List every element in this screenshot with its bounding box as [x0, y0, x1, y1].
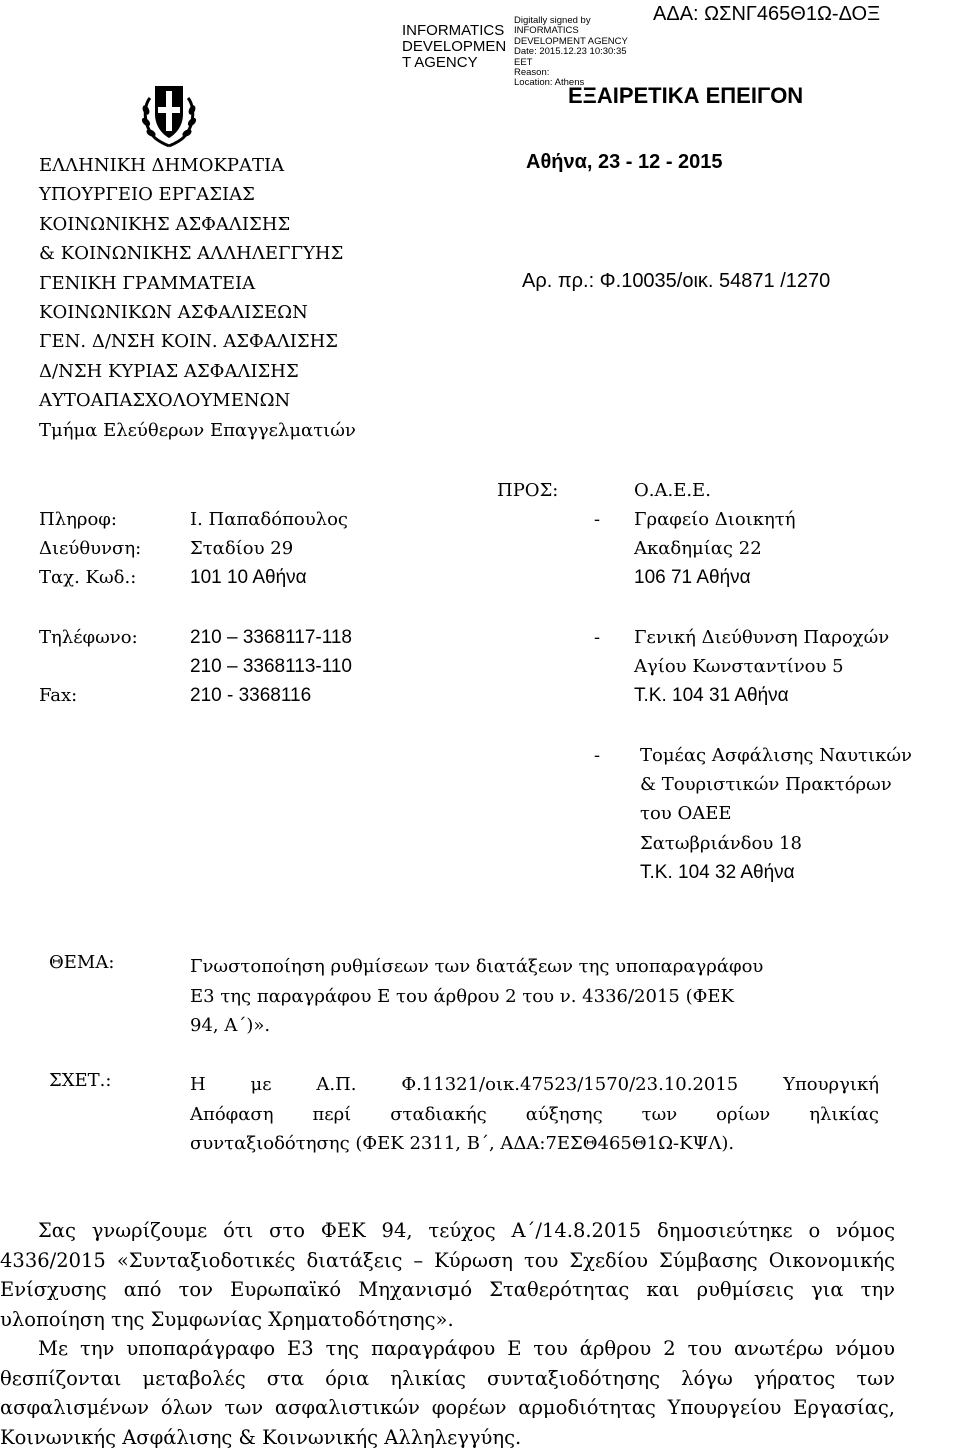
recipient-dash: - — [594, 627, 600, 648]
signer-line: INFORMATICS — [402, 23, 506, 39]
recipient-3-line: του ΟΑΕΕ — [640, 803, 732, 824]
phone-label: Τηλέφωνο: — [39, 627, 138, 648]
info-label: Πληροφ: — [39, 509, 117, 530]
recipient-1-line: 106 71 Αθήνα — [634, 567, 751, 589]
sender-line: ΚΟΙΝΩΝΙΚΗΣ ΑΣΦΑΛΙΣΗΣ — [39, 210, 356, 239]
recipient-1-line: Γραφείο Διοικητή — [634, 509, 796, 530]
signature-detail-line: Reason: — [514, 68, 628, 78]
signature-details — [514, 16, 628, 89]
fax-label: Fax: — [39, 685, 77, 706]
signature-detail-line: INFORMATICS — [514, 26, 628, 36]
recipient-2-line: Τ.Κ. 104 31 Αθήνα — [634, 685, 789, 707]
recipient-1-line: Ο.Α.Ε.Ε. — [634, 480, 711, 501]
subject-line: 94, Α΄)». — [190, 1011, 763, 1041]
reference-line: Απόφαση περί σταδιακής αύξησης των ορίων ηλικίας — [190, 1100, 879, 1130]
document-date: Αθήνα, 23 - 12 - 2015 — [526, 151, 723, 174]
body-line: ασφαλισμένων όλων των ασφαλιστικών φορέων αρμοδιότητας Υπουργείου Εργασίας, — [0, 1393, 895, 1423]
sender-line: ΥΠΟΥΡΓΕΙΟ ΕΡΓΑΣΙΑΣ — [39, 180, 356, 209]
body-paragraph-2 — [0, 1334, 895, 1452]
sender-line: ΚΟΙΝΩΝΙΚΩΝ ΑΣΦΑΛΙΣΕΩΝ — [39, 298, 356, 327]
signature-detail-line: Location: Athens — [514, 78, 628, 88]
body-line: Σας γνωρίζουμε ότι στο ΦΕΚ 94, τεύχος Α΄/14.8.2015 δημοσιεύτηκε ο νόμος — [0, 1216, 895, 1246]
info-value: Ι. Παπαδόπουλος — [190, 509, 348, 530]
recipient-2-line: Αγίου Κωνσταντίνου 5 — [634, 656, 844, 677]
sender-block — [39, 151, 356, 445]
address-value: Σταδίου 29 — [190, 538, 293, 559]
body-line: υλοποίηση της Συμφωνίας Χρηματοδότησης». — [0, 1305, 895, 1335]
body-paragraph-1 — [0, 1216, 895, 1334]
subject-line: Γνωστοποίηση ρυθμίσεων των διατάξεων της υποπαραγράφου — [190, 952, 763, 982]
signer-line: DEVELOPMEN — [402, 39, 506, 55]
recipient-dash: - — [594, 509, 600, 530]
address-label: Διεύθυνση: — [39, 538, 141, 559]
body-line: Ενίσχυσης από τον Ευρωπαϊκό Μηχανισμό Σταθερότητας και ρυθμίσεις για την — [0, 1275, 895, 1305]
phone-value-1: 210 – 3368117-118 — [190, 627, 352, 649]
phone-value-2: 210 – 3368113-110 — [190, 656, 352, 678]
fax-value: 210 - 3368116 — [190, 685, 311, 707]
signature-detail-line: Digitally signed by — [514, 16, 628, 26]
recipient-1-line: Ακαδημίας 22 — [634, 538, 762, 559]
sender-line: ΓΕΝ. Δ/ΝΣΗ ΚΟΙΝ. ΑΣΦΑΛΙΣΗΣ — [39, 327, 356, 356]
subject-text — [190, 952, 763, 1041]
reference-line: συνταξιοδότησης (ΦΕΚ 2311, Β΄, ΑΔΑ:7ΕΣΘ465Θ1Ω-ΚΨΛ). — [190, 1129, 879, 1159]
body-line: 4336/2015 «Συνταξιοδοτικές διατάξεις – Κύρωση του Σχεδίου Σύμβασης Οικονομικής — [0, 1246, 895, 1276]
sender-line: Τμήμα Ελεύθερων Επαγγελματιών — [39, 416, 356, 445]
signature-detail-line: Date: 2015.12.23 10:30:35 — [514, 47, 628, 57]
sender-line: ΑΥΤΟΑΠΑΣΧΟΛΟΥΜΕΝΩΝ — [39, 386, 356, 415]
recipient-2-line: Γενική Διεύθυνση Παροχών — [634, 627, 889, 648]
urgency-label: ΕΞΑΙΡΕΤΙΚΑ ΕΠΕΙΓΟΝ — [568, 83, 803, 109]
signature-signer — [402, 23, 506, 71]
signer-line: T AGENCY — [402, 55, 506, 71]
postal-label: Ταχ. Κωδ.: — [39, 567, 136, 588]
reference-text — [190, 1070, 879, 1159]
recipient-3-line: Σατωβριάνδου 18 — [640, 833, 802, 854]
reference-line: Η με Α.Π. Φ.11321/οικ.47523/1570/23.10.2015 Υπουργική — [190, 1070, 879, 1100]
recipient-3-line: & Τουριστικών Πρακτόρων — [640, 774, 892, 795]
recipient-3-line: Τομέας Ασφάλισης Ναυτικών — [640, 745, 912, 766]
sender-line: & ΚΟΙΝΩΝΙΚΗΣ ΑΛΛΗΛΕΓΓΥΗΣ — [39, 239, 356, 268]
sender-line: ΕΛΛΗΝΙΚΗ ΔΗΜΟΚΡΑΤΙΑ — [39, 151, 356, 180]
body-line: Με την υποπαράγραφο Ε3 της παραγράφου Ε του άρθρου 2 του ανωτέρω νόμου — [0, 1334, 895, 1364]
body-line: Κοινωνικής Ασφάλισης & Κοινωνικής Αλληλεγγύης. — [0, 1423, 895, 1452]
sender-line: Δ/ΝΣΗ ΚΥΡΙΑΣ ΑΣΦΑΛΙΣΗΣ — [39, 357, 356, 386]
recipient-dash: - — [594, 745, 600, 766]
subject-line: Ε3 της παραγράφου Ε του άρθρου 2 του ν. 4336/2015 (ΦΕΚ — [190, 982, 763, 1012]
signature-detail-line: DEVELOPMENT AGENCY — [514, 37, 628, 47]
ada-code: ΑΔΑ: ΩΣΝΓ465Θ1Ω-ΔΟΞ — [653, 3, 880, 26]
protocol-number: Αρ. πρ.: Φ.10035/οικ. 54871 /1270 — [522, 270, 830, 293]
signature-detail-line: EET — [514, 58, 628, 68]
subject-label: ΘΕΜΑ: — [49, 952, 114, 973]
to-label: ΠΡΟΣ: — [497, 480, 558, 501]
sender-line: ΓΕΝΙΚΗ ΓΡΑΜΜΑΤΕΙΑ — [39, 269, 356, 298]
coat-of-arms-icon — [138, 80, 200, 148]
recipient-3-line: Τ.Κ. 104 32 Αθήνα — [640, 862, 795, 884]
body-line: θεσπίζονται μεταβολές στα όρια ηλικίας συνταξιοδότησης λόγω γήρατος των — [0, 1364, 895, 1394]
postal-value: 101 10 Αθήνα — [190, 567, 307, 589]
reference-label: ΣΧΕΤ.: — [49, 1070, 111, 1091]
